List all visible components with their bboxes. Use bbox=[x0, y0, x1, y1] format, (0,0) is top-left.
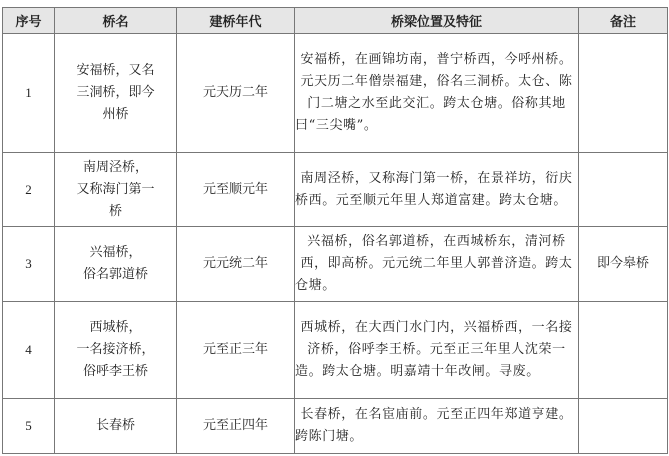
bridge-name bbox=[55, 34, 177, 153]
table-row bbox=[3, 398, 668, 453]
bridge-name bbox=[55, 398, 177, 453]
remark bbox=[579, 34, 668, 153]
header-remarks: 备注 bbox=[579, 8, 668, 34]
header-location-features: 桥梁位置及特征 bbox=[295, 8, 579, 34]
location-features: 安福桥，在画锦坊南，普宁桥西，今呼州桥。元天历二年僧崇福建，俗名三洞桥。太仓、陈门二塘之水至此交汇。跨太仓塘。俗称其地曰“三尖嘴”。 bbox=[295, 34, 579, 153]
bridge-name-line: 又称海门第一 bbox=[76, 181, 155, 197]
table-row bbox=[3, 301, 668, 398]
location-features: 南周泾桥，又称海门第一桥，在景祥坊，衍庆桥西。元至顺元年里人郑道富建。跨太仓塘。 bbox=[295, 152, 579, 227]
bridge-name-line: 俗名郭道桥 bbox=[82, 267, 148, 283]
bridge-name-line: 州桥 bbox=[102, 106, 129, 122]
location-features: 兴福桥，俗名郭道桥，在西城桥东，清河桥西，即高桥。元元统二年里人郭普济造。跨太仓塘。 bbox=[295, 227, 579, 302]
construction-era: 元至正四年 bbox=[177, 398, 295, 453]
bridge-name bbox=[55, 152, 177, 227]
row-number: 5 bbox=[3, 398, 55, 453]
remark bbox=[579, 398, 668, 453]
construction-era: 元至顺元年 bbox=[177, 152, 295, 227]
location-features: 长春桥，在名宦庙前。元至正四年郑道亨建。跨陈门塘。 bbox=[295, 398, 579, 453]
bridge-name-line: 兴福桥， bbox=[89, 245, 142, 261]
location-features: 西城桥，在大西门水门内，兴福桥西，一名接济桥，俗呼李王桥。元至正三年里人沈荣一造。跨太仓塘。明嘉靖十年改闸。寻废。 bbox=[295, 301, 579, 398]
bridge-table bbox=[2, 7, 668, 454]
row-number: 2 bbox=[3, 152, 55, 227]
table-row bbox=[3, 227, 668, 302]
bridge-name-line: 长春桥 bbox=[95, 417, 135, 433]
row-number: 3 bbox=[3, 227, 55, 302]
row-number: 1 bbox=[3, 34, 55, 153]
header-bridge-name: 桥名 bbox=[55, 8, 177, 34]
construction-era: 元至正三年 bbox=[177, 301, 295, 398]
remark bbox=[579, 301, 668, 398]
table-row bbox=[3, 34, 668, 153]
header-construction-era: 建桥年代 bbox=[177, 8, 295, 34]
row-number: 4 bbox=[3, 301, 55, 398]
bridge-name bbox=[55, 227, 177, 302]
bridge-name bbox=[55, 301, 177, 398]
bridge-name-line: 三洞桥，即今 bbox=[76, 84, 155, 100]
bridge-name-line: 安福桥，又名 bbox=[76, 62, 155, 78]
construction-era: 元天历二年 bbox=[177, 34, 295, 153]
table-header-row bbox=[3, 8, 668, 34]
bridge-name-line: 南周泾桥， bbox=[82, 159, 148, 175]
bridge-name-line: 桥 bbox=[108, 203, 122, 219]
bridge-name-line: 一名接济桥， bbox=[76, 341, 155, 357]
header-serial-number: 序号 bbox=[3, 8, 55, 34]
bridge-name-line: 俗呼李王桥 bbox=[82, 363, 148, 379]
remark: 即今皋桥 bbox=[579, 227, 668, 302]
remark bbox=[579, 152, 668, 227]
construction-era: 元元统二年 bbox=[177, 227, 295, 302]
table-row bbox=[3, 152, 668, 227]
bridge-name-line: 西城桥， bbox=[89, 319, 142, 335]
